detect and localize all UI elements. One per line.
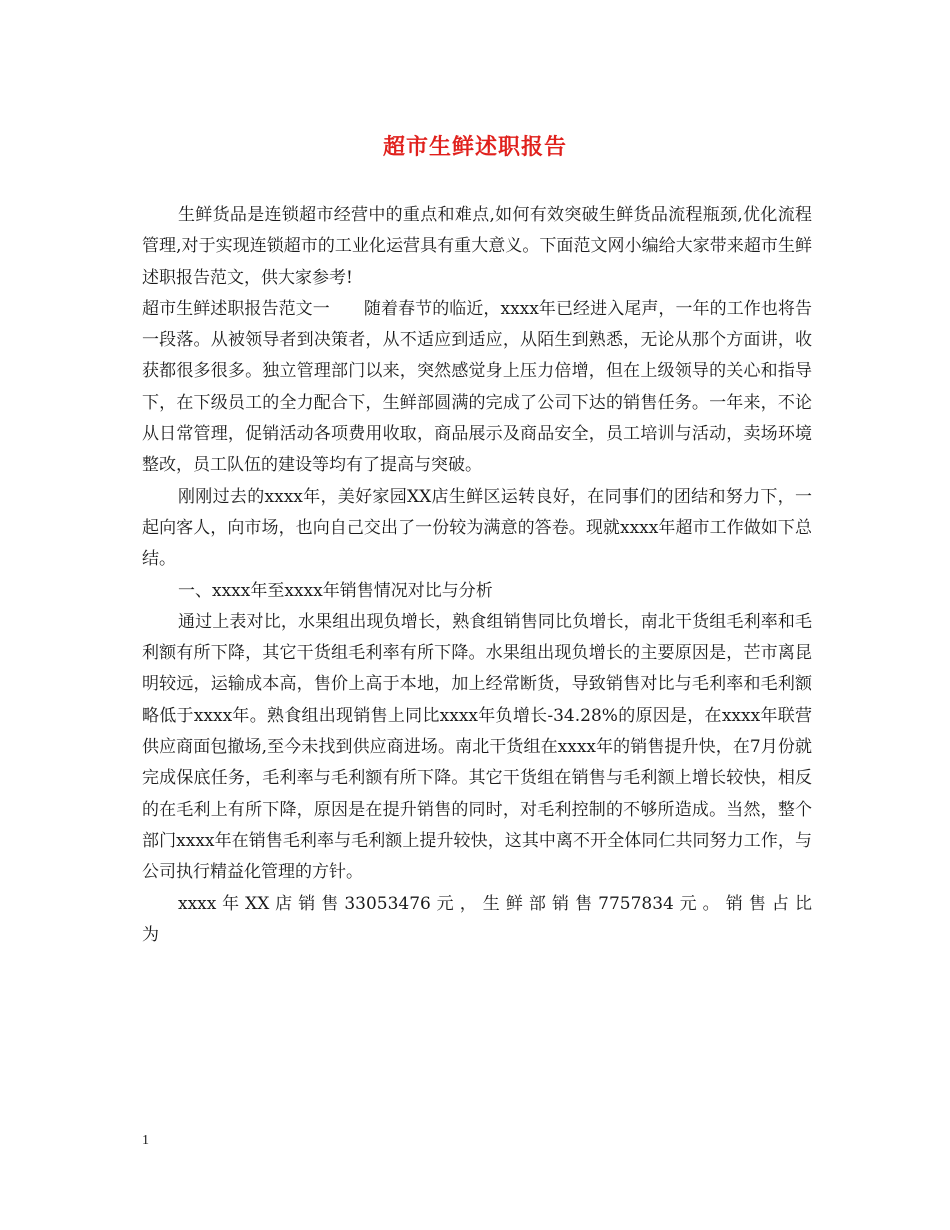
page-number: 1 <box>142 1133 149 1148</box>
document-body <box>142 200 812 951</box>
paragraph-sample-one: 超市生鲜述职报告范文一 随着春节的临近，xxxx年已经进入尾声，一年的工作也将告一段落。从被领导者到决策者，从不适应到适应，从陌生到熟悉，无论从那个方面讲，收获都很多很多。独立管理部门以来，突然感觉身上压力倍增，但在上级领导的关心和指导下，在下级员工的全力配合下，生鲜部圆满的完成了公司下达的销售任务。一年来，不论从日常管理，促销活动各项费用收取，商品展示及商品安全，员工培训与活动，卖场环境整改，员工队伍的建设等均有了提高与突破。 <box>142 298 812 476</box>
paragraph-summary: 刚刚过去的xxxx年，美好家园XX店生鲜区运转良好，在同事们的团结和努力下，一起向客人，向市场，也向自己交出了一份较为满意的答卷。现就xxxx年超市工作做如下总结。 <box>142 486 812 570</box>
paragraph-sales: xxxx 年 XX 店 销 售 33053476 元 ， 生 鲜 部 销 售 7757834 元 。 销 售 占 比 为 <box>142 893 812 945</box>
paragraph-intro: 生鲜货品是连锁超市经营中的重点和难点,如何有效突破生鲜货品流程瓶颈,优化流程管理,对于实现连锁超市的工业化运营具有重大意义。下面范文网小编给大家带来超市生鲜述职报告范文，供大家参考! <box>142 205 812 288</box>
paragraph-analysis: 通过上表对比，水果组出现负增长，熟食组销售同比负增长，南北干货组毛利率和毛利额有所下降，其它干货组毛利率有所下降。水果组出现负增长的主要原因是，芒市离昆明较远，运输成本高，售价上高于本地，加上经常断货，导致销售对比与毛利率和毛利额略低于xxxx年。熟食组出现销售上同比xxxx年负增长-34.28%的原因是，在xxxx年联营供应商面包撤场,至今未找到供应商进场。南北干货组在xxxx年的销售提升快，在7月份就完成保底任务，毛利率与毛利额有所下降。其它干货组在销售与毛利额上增长较快，相反的在毛利上有所下降，原因是在提升销售的同时，对毛利控制的不够所造成。当然，整个部门xxxx年在销售毛利率与毛利额上提升较快，这其中离不开全体同仁共同努力工作，与公司执行精益化管理的方针。 <box>142 611 812 883</box>
page-title: 超市生鲜述职报告 <box>382 134 567 160</box>
section-heading: 一、xxxx年至xxxx年销售情况对比与分析 <box>178 580 493 601</box>
